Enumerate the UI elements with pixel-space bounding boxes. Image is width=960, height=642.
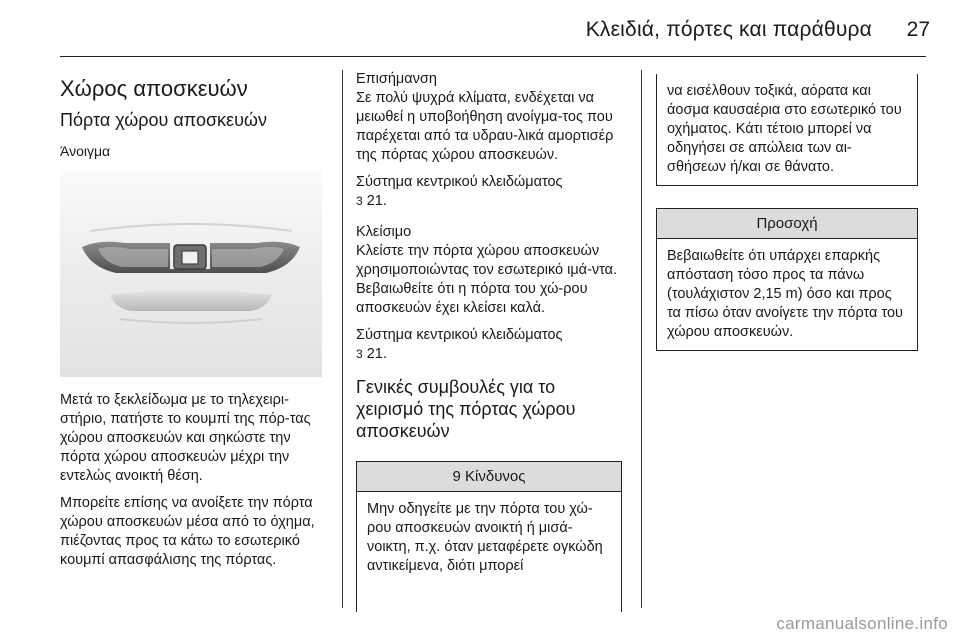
column-1 (60, 70, 330, 578)
closing-heading: Κλείσιμο (356, 224, 412, 240)
page-number: 27 (906, 18, 930, 41)
column-3 (656, 70, 918, 351)
column-divider-1 (342, 70, 343, 608)
danger-text-continued: να εισέλθουν τοξικά, αόρατα και άοσμα καυσαέρια στο εσωτερικό του οχήματος. Κάτι τέτοιο μπορεί να οδηγήσει σε απώλεια των αι-σθήσεων ή/και σε θάνατο. (667, 83, 902, 175)
column-2 (356, 70, 626, 454)
ref-page-1: 21. (366, 193, 387, 209)
danger-label: Κίνδυνος (465, 468, 526, 485)
section-title: Χώρος αποσκευών (60, 76, 248, 101)
general-tips-title: Γενικές συμβουλές για το χειρισμό της πόρτας χώρου αποσκευών (356, 377, 576, 441)
ref-page-2: 21. (366, 346, 387, 362)
danger-text: Μην οδηγείτε με την πόρτα του χώ-ρου αποσκευών ανοικτή ή μισά-νοικτη, π.χ. όταν μεταφέρετε ογκώδη αντικείμενα, διότι μπορεί (367, 501, 603, 574)
reference-central-locking-1[interactable] (356, 173, 626, 211)
subsection-title: Πόρτα χώρου αποσκευών (60, 110, 267, 130)
ref-text-1: Σύστημα κεντρικού κλειδώματος (356, 174, 563, 190)
opening-paragraph-1: Μετά το ξεκλείδωμα με το τηλεχειρι-στήριο, πατήστε το κουμπί της πόρ-τας χώρου αποσκευών και σηκώστε την πόρτα χώρου αποσκευών μέχρι την εντελώς ανοικτή θέση. (60, 392, 311, 484)
closing-text: Κλείστε την πόρτα χώρου αποσκευών χρησιμοποιώντας τον εσωτερικό ιμά-ντα. Βεβαιωθείτε ότι η πόρτα του χώ-ρου αποσκευών έχει κλείσει καλά. (356, 243, 618, 316)
caution-header: Προσοχή (657, 209, 917, 239)
tailgate-button-illustration (60, 169, 322, 377)
caution-box (656, 208, 918, 351)
watermark: carmanualsonline.info (776, 614, 948, 633)
danger-header (357, 462, 621, 492)
danger-box (356, 461, 622, 612)
label-opening: Άνοιγμα (60, 143, 111, 159)
opening-paragraph-2: Μπορείτε επίσης να ανοίξετε την πόρτα χώρου αποσκευών μέσα από το όχημα, πιέζοντας προς τα κάτω το εσωτερικό κουμπί απασφάλισης της πόρτας. (60, 495, 315, 568)
ref-text-2: Σύστημα κεντρικού κλειδώματος (356, 327, 563, 343)
notice-text: Σε πολύ ψυχρά κλίματα, ενδέχεται να μειωθεί η υποβοήθηση ανοίγμα-τος που παρέχεται από τα υδραυ-λικά αμορτισέρ της πόρτας χώρου αποσκευών. (356, 90, 614, 163)
column-divider-2 (641, 70, 642, 608)
danger-box-continued (656, 74, 918, 186)
page-header-title: Κλειδιά, πόρτες και παράθυρα (585, 18, 872, 41)
header-divider (60, 56, 926, 57)
notice-heading: Επισήμανση (356, 71, 437, 87)
warning-triangle-icon: 9 (452, 468, 461, 485)
reference-arrow-icon: 3 (356, 347, 363, 361)
reference-arrow-icon: 3 (356, 194, 363, 208)
caution-text: Βεβαιωθείτε ότι υπάρχει επαρκής απόσταση τόσο προς τα πάνω (τουλάχιστον 2,15 m) όσο και προς τα πίσω όταν ανοίγετε την πόρτα του χώρου αποσκευών. (667, 248, 903, 340)
reference-central-locking-2[interactable] (356, 326, 626, 364)
